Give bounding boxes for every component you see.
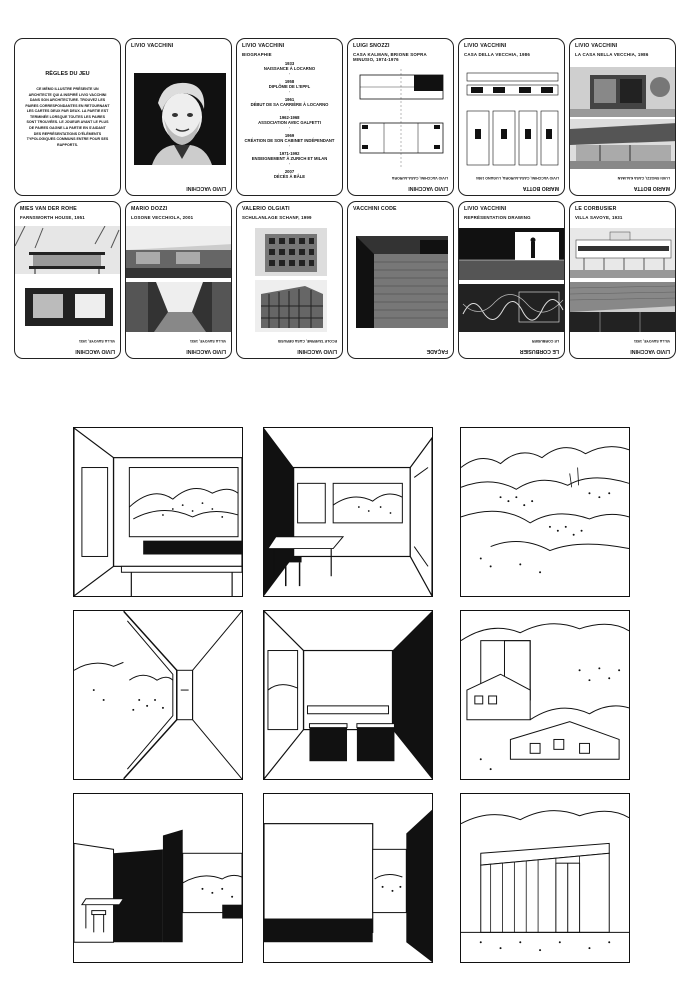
bio-item: [243, 133, 336, 149]
card-biography: [236, 38, 343, 196]
card-header: LIVIO VACCHINI: [131, 43, 174, 49]
card-header: [242, 43, 338, 57]
card-header-subtitle: REPRÉSENTATION DRAWING: [464, 214, 531, 220]
card-caption: VILLA SAVOYE, 1931: [79, 339, 115, 343]
card-header-subtitle: SCHULANLAGE SCHANF, 1999: [242, 214, 312, 220]
drawing-pavilion-exterior: [460, 793, 630, 963]
bio-year: 1933: [284, 61, 295, 66]
card-footer: LIVIO VACCHINI: [630, 348, 670, 354]
card-snozzi: [347, 38, 454, 196]
card-header-title: MARIO DOZZI: [131, 206, 168, 212]
drawing-corner-room-table: [263, 427, 433, 597]
card-header-subtitle: VILLA SAVOYE, 1931: [575, 214, 623, 220]
drawing-glass-corridor: [73, 610, 243, 780]
bio-item: [243, 115, 336, 131]
card-rules: [14, 38, 121, 196]
card-header-title: LUIGI SNOZZI: [353, 43, 390, 49]
house-photo-top: [570, 67, 676, 117]
card-portrait: [125, 38, 232, 196]
bio-year: 1958: [284, 79, 295, 84]
drawing-white-panel-room: [263, 793, 433, 963]
card-header: [575, 43, 671, 57]
bio-text: NAISSANCE À LOCARNO: [263, 66, 316, 71]
elevation-drawing: [463, 69, 562, 169]
bio-text: ASSOCIATION AVEC GALFETTI: [258, 120, 321, 125]
bio-text: DÉCÈS À BÂLE: [273, 174, 306, 179]
card-header: [464, 206, 560, 220]
bio-text: CRÉATION DE SON CABINET INDÉPENDANT: [244, 138, 335, 143]
bio-divider: ·: [288, 71, 291, 76]
farnsworth-photo-bottom: [15, 282, 121, 332]
bio-text: ENSEIGNEMENT À ZURICH ET MILAN: [251, 156, 328, 161]
representation-photo-top: [459, 228, 565, 280]
losone-photo-bottom: [126, 282, 232, 332]
portrait-photo: [134, 73, 226, 165]
card-header-title: VALERIO OLGIATI: [242, 206, 290, 212]
card-header-subtitle: FARNSWORTH HOUSE, 1951: [20, 214, 85, 220]
card-caption: VILLA SAVOYE, 1931: [634, 339, 670, 343]
bio-year: 1969: [284, 133, 295, 138]
drawing-valley-landscape: [460, 427, 630, 597]
card-mies: [14, 201, 121, 359]
savoye-photo-top: [570, 228, 676, 278]
bio-year: 1962-1968: [279, 115, 300, 120]
card-header-title: LIVIO VACCHINI: [464, 206, 507, 212]
drawing-window-view-table: [73, 427, 243, 597]
card-header-title: LIVIO VACCHINI: [242, 43, 285, 49]
card-caption: LE CORBUSIER: [531, 339, 559, 343]
losone-photo-top: [126, 226, 232, 278]
card-footer: MARIO BOTTA: [633, 185, 670, 191]
bio-divider: ·: [288, 125, 291, 130]
olgiati-photo-bottom: [255, 280, 327, 332]
bio-divider: ·: [288, 89, 291, 94]
bio-item: [243, 169, 336, 179]
card-caption: VILLA SAVOYE, 1931: [190, 339, 226, 343]
card-header: [353, 43, 449, 63]
card-caption: LUIGI SNOZZI, CASA KALMAN: [617, 176, 670, 180]
card-footer: FAÇADE: [426, 348, 448, 354]
card-header-title: VACCHINI CODE: [353, 206, 397, 212]
bio-item: [243, 79, 336, 95]
card-facade: [347, 201, 454, 359]
rules-title: RÈGLES DU JEU: [45, 71, 90, 77]
bio-divider: ·: [288, 107, 291, 112]
bio-year: 2007: [284, 169, 295, 174]
bio-divider: ·: [288, 161, 291, 166]
farnsworth-photo-top: [15, 226, 121, 278]
card-header-title: MIES VAN DER ROHE: [20, 206, 77, 212]
bio-year: 1961: [284, 97, 295, 102]
card-header: [353, 206, 449, 213]
savoye-photo-bottom: [570, 282, 676, 332]
card-representation: [458, 201, 565, 359]
card-lusca: [458, 38, 565, 196]
card-header: [464, 43, 560, 57]
bio-text: DÉBUT DE SA CARRIÈRE À LOCARNO: [250, 102, 329, 107]
card-footer: LIVIO VACCHINI: [408, 185, 448, 191]
card-header-title: LIVIO VACCHINI: [464, 43, 507, 49]
card-footer: LIVIO VACCHINI: [186, 185, 226, 191]
olgiati-photo-top: [255, 228, 327, 276]
card-header-subtitle: CASA DELLA VECCHIA, 1986: [464, 51, 530, 57]
card-footer: LIVIO VACCHINI: [297, 348, 337, 354]
card-caption: LIVIO VACCHINI, CASA AURORA, LUGANO 1984: [476, 176, 559, 180]
bio-year: 1971-1992: [279, 151, 300, 156]
card-vacchini-house: [569, 38, 676, 196]
card-header-subtitle: CASA KALMAN, BRIONE SOPRA MINUSIO, 1974-1976: [353, 51, 427, 62]
biography-list: [243, 61, 336, 181]
drawing-buildings-hillside: [460, 610, 630, 780]
card-footer: LIVIO VACCHINI: [75, 348, 115, 354]
card-footer: LE CORBUSIER: [519, 348, 559, 354]
card-header: [20, 206, 116, 220]
house-photo-bottom: [570, 119, 676, 169]
card-header-subtitle: BIOGRAPHIE: [242, 51, 272, 57]
bio-text: DIPLÔME DE L'EPFL: [268, 84, 311, 89]
bio-item: [243, 151, 336, 167]
drawing-room-two-benches: [263, 610, 433, 780]
card-caption: ECOLE TAVERNE, CASA GERUSSI: [277, 339, 337, 343]
drawing-dark-wall-chairs: [73, 793, 243, 963]
card-header: [575, 206, 671, 220]
bio-item: [243, 61, 336, 77]
facade-image: [356, 236, 448, 328]
bio-item: [243, 97, 336, 113]
card-header-subtitle: LOSONE VECCHIOLA, 2001: [131, 214, 194, 220]
card-losone: [125, 201, 232, 359]
card-footer: LIVIO VACCHINI: [186, 348, 226, 354]
rules-body: CE MÉMO ILLUSTRE PRÉSENTE UN ARCHITECTE QUI A INSPIRÉ LIVIO VACCHINI DANS SON ARCHITECTURE. TROUVEZ LES PAIRES CORRESPONDANTES EN RETOURNANT LES CARTES DEUX PAR DEUX. LA PARTIE EST TERMINÉE LORSQUE TOUTES LES PAIRES SONT TROUVÉES. LE JOUEUR AYANT LE PLUS DE PAIRES GAGNE LA PARTIE EN S'AIDANT DES REPRÉSENTATIONS D'ÉLÉMENTS TYPOLOGIQUES COMMUNS ENTRE POUR SES RAPPORTS.: [25, 87, 110, 147]
card-header-subtitle: LA CASA NELLA VECCHIA, 1986: [575, 51, 649, 57]
card-caption: LIVIO VACCHINI, CASA AURORA: [391, 176, 448, 180]
bio-divider: ·: [288, 143, 291, 148]
card-olgiati: [236, 201, 343, 359]
card-header: [242, 206, 338, 220]
representation-photo-bottom: [459, 284, 565, 332]
card-header-title: LIVIO VACCHINI: [575, 43, 618, 49]
card-corbusier: [569, 201, 676, 359]
plan-drawing: [354, 69, 449, 167]
card-header: [131, 206, 227, 220]
card-header-title: LE CORBUSIER: [575, 206, 617, 212]
card-footer: MARIO BOTTA: [522, 185, 559, 191]
